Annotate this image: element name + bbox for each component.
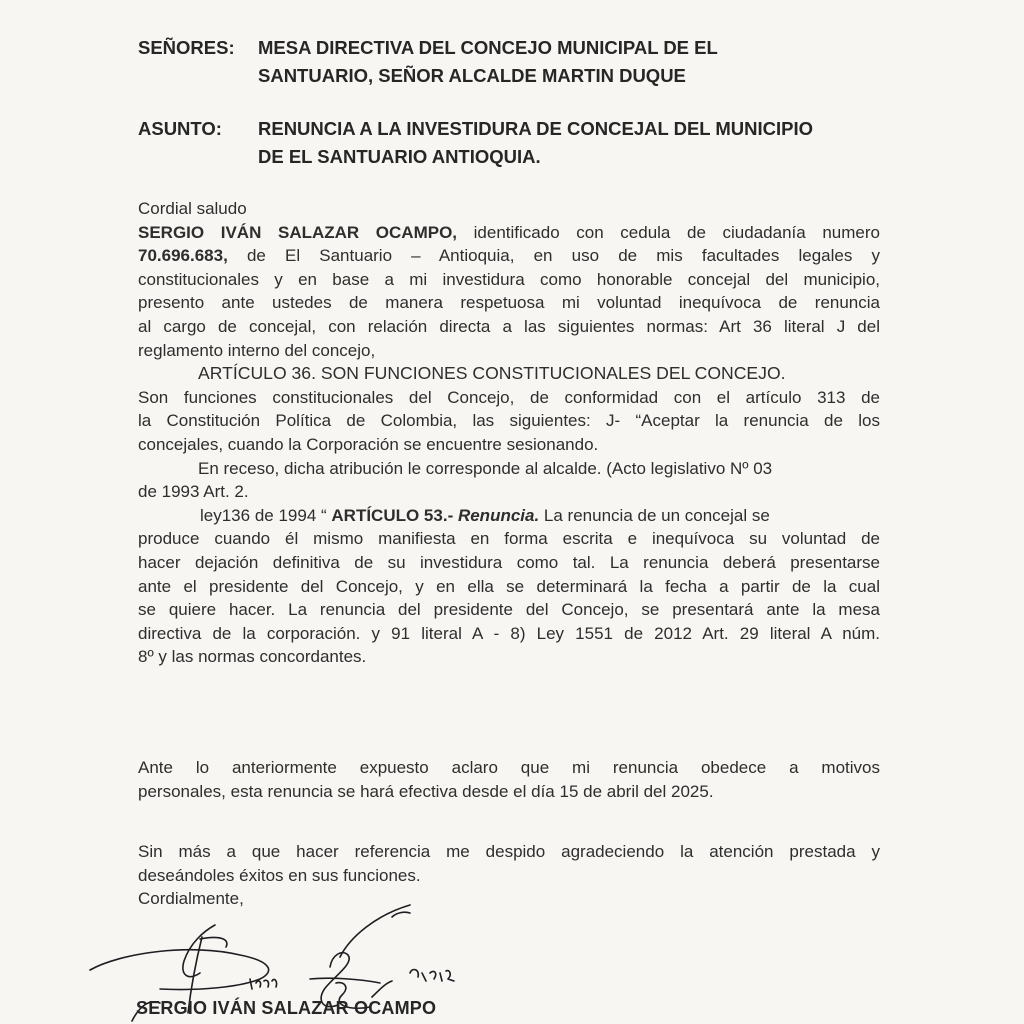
closing-line-2: deseándoles éxitos en sus funciones. [138,865,421,885]
para1-text: identificado con cedula de ciudadanía numero [457,222,880,242]
para1-line-6: reglamento interno del concejo, [138,340,376,360]
law136-text: La renuncia de un concejal se [539,505,770,525]
letter-body [138,197,880,669]
article36-line-5: de 1993 Art. 2. [138,482,249,502]
recipient-block [138,34,1018,94]
subject-line-1: RENUNCIA A LA INVESTIDURA DE CONCEJAL DEL MUNICIPIO [258,118,814,139]
sender-name: SERGIO IVÁN SALAZAR OCAMPO, [138,222,458,242]
article36-line-1: Son funciones constitucionales del Concejo, de conformidad con el artículo 313 de [138,387,880,407]
closing-line-1: Sin más a que hacer referencia me despido agradeciendo la atención prestada y [138,842,880,861]
subject-line-2: DE EL SANTUARIO ANTIOQUIA. [258,146,541,167]
law136-line-1 [138,504,880,528]
article36-heading: ARTÍCULO 36. SON FUNCIONES CONSTITUCIONALES DEL CONCEJO. [198,363,786,384]
article36-line-4: En receso, dicha atribución le corresponde al alcalde. (Acto legislativo Nº 03 [198,458,773,478]
recipient-line-1: MESA DIRECTIVA DEL CONCEJO MUNICIPAL DE EL [258,37,718,58]
para1-line-1 [138,221,880,245]
subject-text [258,115,998,171]
closing-salutation: Cordialmente, [138,889,244,909]
article-number: ARTÍCULO 53.- [331,505,458,525]
para1-line-2 [138,244,880,268]
recipient-label: SEÑORES: [138,37,235,58]
signatory-printed-name: SERGIO IVÁN SALAZAR OCAMPO [136,998,437,1018]
article-title: Renuncia. [457,505,540,525]
law136-line-3: hacer dejación definitiva de su investidura como tal. La renuncia deberá presentarse [138,552,880,572]
greeting: Cordial saludo [138,199,247,218]
law-reference: ley136 de 1994 “ [200,505,332,525]
law136-line-6: directiva de la corporación. y 91 literal A - 8) Ley 1551 de 2012 Art. 29 literal A núm. [138,623,880,643]
id-number: 70.696.683, [138,246,228,266]
para1-line-3: constitucionales y en base a mi investidura como honorable concejal del municipio, [138,269,880,289]
reason-line-2: personales, esta renuncia se hará efectiva desde el día 15 de abril del 2025. [138,781,714,801]
law136-line-4: ante el presidente del Concejo, y en ella se determinará la fecha a partir de la cual [138,576,880,596]
para1-line-4: presento ante ustedes de manera respetuosa mi voluntad inequívoca de renuncia [138,293,880,313]
para1-text: de El Santuario – Antioquia, en uso de mis facultades legales y [227,246,880,266]
law136-line-7: 8º y las normas concordantes. [138,647,367,667]
article36-line-3: concejales, cuando la Corporación se encuentre sesionando. [138,434,599,454]
subject-block [138,115,1018,175]
recipient-text [258,34,998,90]
law136-line-2: produce cuando él mismo manifiesta en forma escrita e inequívoca su voluntad de [138,529,880,549]
subject-label: ASUNTO: [138,118,222,139]
article36-line-2: la Constitución Política de Colombia, las siguientes: J- “Aceptar la renuncia de los [138,411,880,431]
reason-line-1: Ante lo anteriormente expuesto aclaro que mi renuncia obedece a motivos [138,758,880,777]
para1-line-5: al cargo de concejal, con relación directa a las siguientes normas: Art 36 literal J del [138,316,880,336]
law136-line-5: se quiere hacer. La renuncia del presidente del Concejo, se presentará ante la mesa [138,600,880,620]
recipient-line-2: SANTUARIO, SEÑOR ALCALDE MARTIN DUQUE [258,65,686,86]
reason-paragraph [138,756,880,803]
